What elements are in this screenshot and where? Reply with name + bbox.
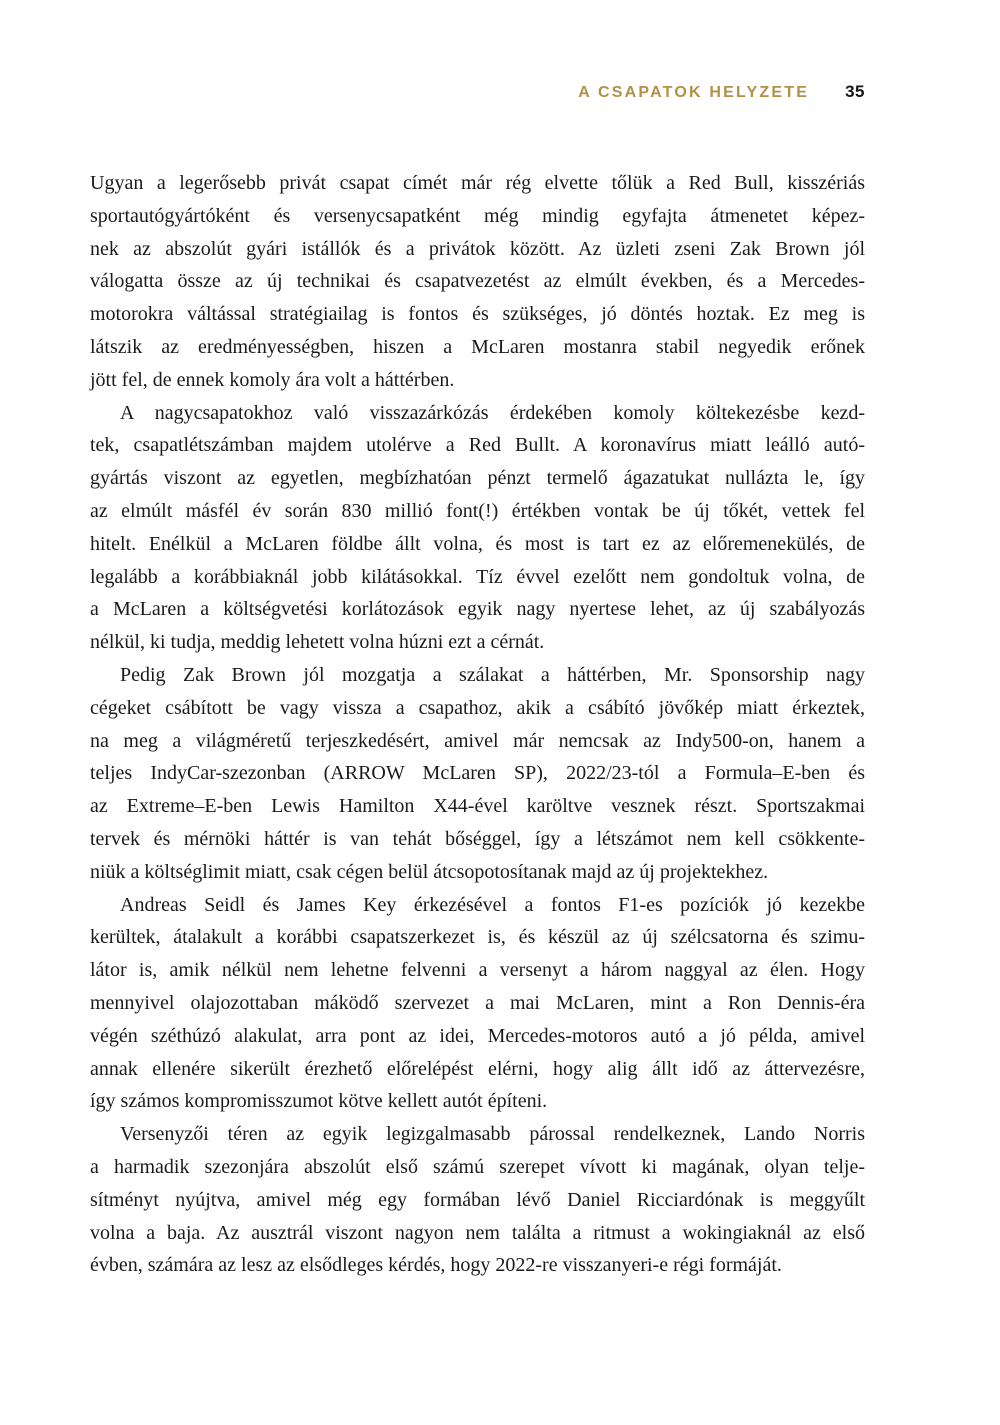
text-line: a McLaren a költségvetési korlátozások egyik nagy nyertese lehet, az új szabályozás bbox=[90, 598, 865, 621]
body-text bbox=[90, 167, 865, 1282]
paragraph bbox=[90, 1118, 865, 1282]
text-line: na meg a világméretű terjeszkedésért, amivel már nemcsak az Indy500-on, hanem a bbox=[90, 729, 865, 752]
text-line: sítményt nyújtva, amivel még egy formában lévő Daniel Ricciardónak is meggyűlt bbox=[90, 1188, 865, 1211]
text-line: tervek és mérnöki háttér is van tehát bőséggel, így a létszámot nem kell csökkente- bbox=[90, 827, 865, 850]
text-line: Pedig Zak Brown jól mozgatja a szálakat a háttérben, Mr. Sponsorship nagy bbox=[120, 663, 865, 686]
text-line: volna a baja. Az ausztrál viszont nagyon nem találta a ritmust a wokingiaknál az első bbox=[90, 1221, 865, 1244]
text-line: Versenyzői téren az egyik legizgalmasabb párossal rendelkeznek, Lando Norris bbox=[120, 1123, 865, 1146]
text-line: teljes IndyCar-szezonban (ARROW McLaren SP), 2022/23-tól a Formula–E-ben és bbox=[90, 762, 865, 785]
text-line: cégeket csábított be vagy vissza a csapathoz, akik a csábító jövőkép miatt érkeztek, bbox=[90, 696, 865, 719]
text-line: A nagycsapatokhoz való visszazárkózás érdekében komoly költekezésbe kezd- bbox=[120, 401, 865, 424]
text-line: mennyivel olajozottaban máködő szervezet a mai McLaren, mint a Ron Dennis-éra bbox=[90, 991, 865, 1014]
text-line: niük a költséglimit miatt, csak cégen belül átcsopotosítanak majd az új projektekhez. bbox=[90, 860, 769, 883]
text-line: válogatta össze az új technikai és csapatvezetést az elmúlt években, és a Mercedes- bbox=[90, 270, 865, 293]
text-line: tek, csapatlétszámban majdem utolérve a Red Bullt. A koronavírus miatt leálló autó- bbox=[90, 434, 865, 457]
text-line: nélkül, ki tudja, meddig lehetett volna húzni ezt a cérnát. bbox=[90, 631, 545, 654]
text-line: kerültek, átalakult a korábbi csapatszerkezet is, és készül az új szélcsatorna és szimu- bbox=[90, 926, 865, 949]
text-line: az Extreme–E-ben Lewis Hamilton X44-ével karöltve vesznek részt. Sportszakmai bbox=[90, 795, 865, 818]
text-line: sportautógyártóként és versenycsapatként még mindig egyfajta átmenetet képez- bbox=[90, 204, 865, 227]
paragraph bbox=[90, 167, 865, 397]
page-number: 35 bbox=[845, 82, 865, 101]
text-line: annak ellenére sikerült érezhető előrelépést elérni, hogy alig állt idő az áttervezésre, bbox=[90, 1057, 865, 1080]
text-line: így számos kompromisszumot kötve kellett autót építeni. bbox=[90, 1090, 548, 1113]
text-line: legalább a korábbiaknál jobb kilátásokkal. Tíz évvel ezelőtt nem gondoltuk volna, de bbox=[90, 565, 865, 588]
text-line: a harmadik szezonjára abszolút első számú szerepet vívott ki magának, olyan telje- bbox=[90, 1155, 865, 1178]
text-line: látszik az eredményességben, hiszen a McLaren mostanra stabil negyedik erőnek bbox=[90, 335, 865, 358]
paragraph bbox=[90, 889, 865, 1119]
chapter-title: A CSAPATOK HELYZETE bbox=[578, 84, 810, 101]
text-line: az elmúlt másfél év során 830 millió font(!) értékben vontak be új tőkét, vettek fel bbox=[90, 499, 865, 522]
text-line: látor is, amik nélkül nem lehetne felvenni a versenyt a három naggyal az élen. Hogy bbox=[90, 959, 865, 982]
text-line: nek az abszolút gyári istállók és a privátok között. Az üzleti zseni Zak Brown jól bbox=[90, 237, 865, 260]
text-line: évben, számára az lesz az elsődleges kérdés, hogy 2022-re visszanyeri-e régi formáját. bbox=[90, 1254, 782, 1277]
running-header bbox=[90, 82, 865, 102]
text-line: jött fel, de ennek komoly ára volt a háttérben. bbox=[90, 368, 455, 391]
paragraph bbox=[90, 659, 865, 889]
text-line: végén széthúzó alakulat, arra pont az idei, Mercedes-motoros autó a jó példa, amivel bbox=[90, 1024, 865, 1047]
paragraph bbox=[90, 397, 865, 659]
text-line: Andreas Seidl és James Key érkezésével a fontos F1-es pozíciók jó kezekbe bbox=[120, 893, 865, 916]
text-line: hitelt. Enélkül a McLaren földbe állt volna, és most is tart ez az előremenekülés, de bbox=[90, 532, 865, 555]
text-line: gyártás viszont az egyetlen, megbízhatóan pénzt termelő ágazatukat nullázta le, így bbox=[90, 467, 865, 490]
text-line: motorokra váltással stratégiailag is fontos és szükséges, jó döntés hoztak. Ez meg is bbox=[90, 303, 865, 326]
text-line: Ugyan a legerősebb privát csapat címét már rég elvette tőlük a Red Bull, kisszériás bbox=[90, 172, 865, 194]
